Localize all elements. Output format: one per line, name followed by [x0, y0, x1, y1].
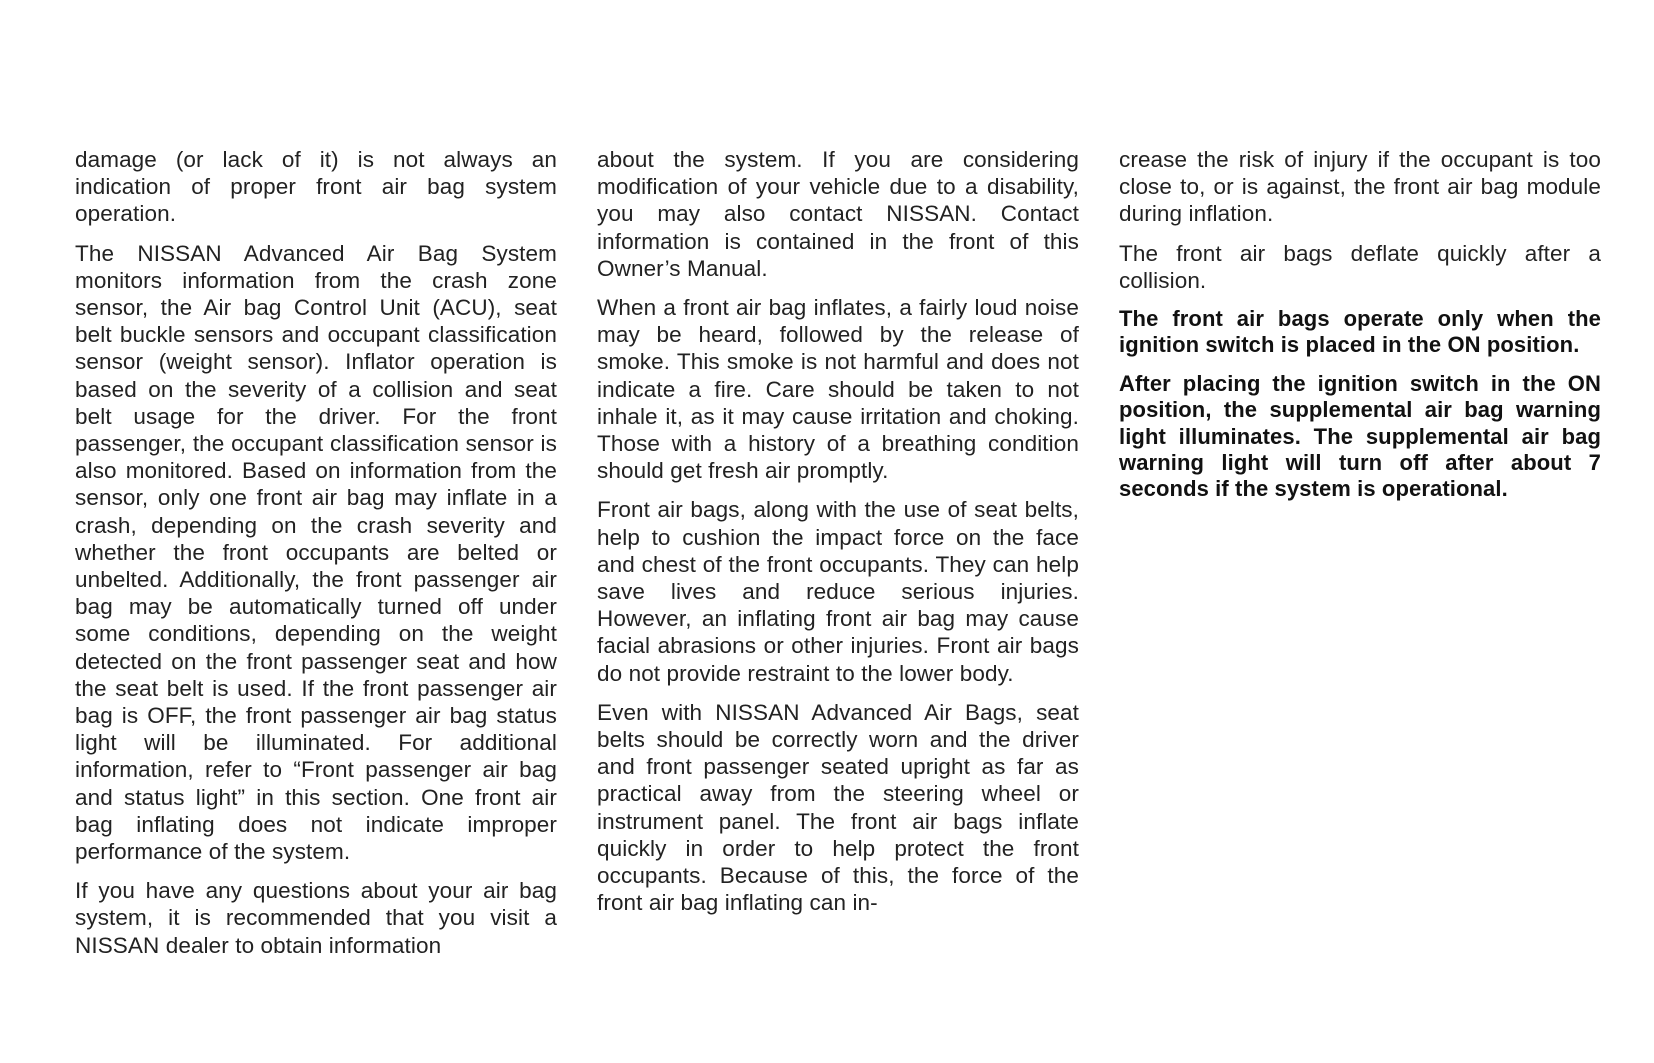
paragraph-modification-contact: about the system. If you are considering modification of your vehicle due to a disability, you may also contact NISSAN. Contact information is contained in the front of this Owner’s Manual.	[597, 147, 1079, 281]
paragraph-inflation-noise-smoke: When a front air bag inflates, a fairly loud noise may be heard, followed by the release of smoke. This smoke is not harmful and does not indicate a fire. Care should be taken to not inhale it, as it may cause irritation and choking. Those with a history of a breathing condition should get fresh air promptly.	[597, 295, 1079, 484]
paragraph-advanced-air-bag-system: The NISSAN Advanced Air Bag System monitors information from the crash zone sensor, the Air bag Control Unit (ACU), seat belt buckle sensors and occupant classification sensor (weight sensor). Inflator operation is based on the severity of a collision and seat belt usage for the driver. For the front passenger, the occupant classification sensor is also monitored. Based on information from the sensor, only one front air bag may inflate in a crash, depending on the crash severity and whether the front occupants are belted or unbelted. Additionally, the front passenger air bag may be automatically turned off under some conditions, depending on the weight detected on the front passenger seat and how the seat belt is used. If the front passenger air bag is OFF, the front passenger air bag status light will be illuminated. For additional information, refer to “Front passenger air bag and status light” in this section. One front air bag inflating does not indicate improper performance of the system.	[75, 240, 557, 865]
paragraph-deflate-quickly: The front air bags deflate quickly after a collision.	[1119, 240, 1601, 293]
paragraph-ignition-on-warning: The front air bags operate only when the ignition switch is placed in the ON position.	[1119, 306, 1601, 358]
paragraph-warning-light: After placing the ignition switch in the ON position, the supplemental air bag warning light illuminates. The supplemental air bag warning light will turn off after about 7 seconds if the system is operational.	[1119, 370, 1601, 502]
text-column-left	[75, 146, 557, 971]
paragraph-injury-risk: crease the risk of injury if the occupant is too close to, or is against, the front air bag module during inflation.	[1119, 147, 1601, 227]
text-column-middle	[597, 146, 1079, 928]
paragraph-seat-belts-upright: Even with NISSAN Advanced Air Bags, seat belts should be correctly worn and the driver and front passenger seated upright as far as practical away from the steering wheel or instrument panel. The front air bags inflate quickly in order to help protect the front occupants. Because of this, the force of the front air bag inflating can in-	[597, 699, 1079, 916]
paragraph-questions-dealer: If you have any questions about your air bag system, it is recommended that you visit a NISSAN dealer to obtain information	[75, 878, 557, 958]
paragraph-cushion-impact: Front air bags, along with the use of seat belts, help to cushion the impact force on the face and chest of the front occupants. They can help save lives and reduce serious injuries. However, an inflating front air bag may cause facial abrasions or other injuries. Front air bags do not provide restraint to the lower body.	[597, 497, 1079, 686]
text-column-right	[1119, 146, 1601, 515]
paragraph-damage-indication: damage (or lack of it) is not always an indication of proper front air bag system operation.	[75, 147, 557, 227]
